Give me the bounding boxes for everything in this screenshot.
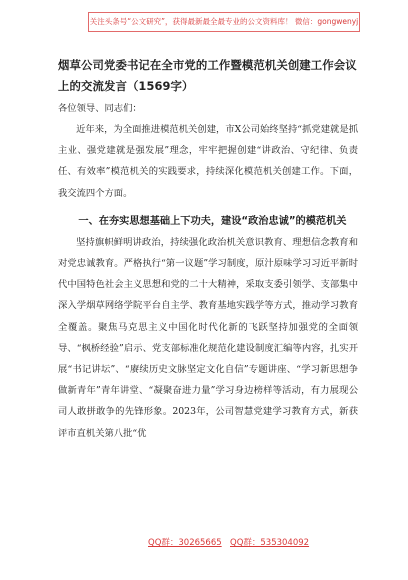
qq-group-link-2[interactable]: QQ群：535304092 [230,538,310,548]
section-1-paragraph: 坚持旗帜鲜明讲政治，持续强化政治机关意识教育、理想信念教育和对党忠诚教育。严格执行“第一议题”学习制度，原汁原味学习习近平新时代中国特色社会主义思想和党的二十大精神，采取支委引领学、支部集中深入学烟草网络学院平台自主学、教育基地实践学等方式，推动学习教育全覆盖。聚焦马克思主义中国化时代化新的飞跃坚持加强党的全面领导、“枫桥经验”启示、党支部标准化规范化建设制度汇编等内容，扎实开展“书记讲坛”、“赓续历史文脉坚定文化自信”专题讲座、“学习新思想争做新青年”青年讲堂、“凝聚奋进力量”学习身边榜样等活动，有力展现公司人敢拼敢争的先锋形象。2023年，公司智慧党建学习教育方式，新获评市直机关第八批“优 [58,236,358,439]
document-body [58,55,358,444]
promo-banner: 关注头条号“公文研究”，获得最新最全最专业的公文资料库！ 微信：gongwenyj [88,12,360,32]
footer [0,536,408,552]
qq-group-link-1[interactable]: QQ群：30265665 [148,538,222,548]
section-heading-1: 一、在夯实思想基础上下功夫，建设“政治忠诚”的模范机关 [78,215,347,227]
salutation: 各位领导、同志们： [58,103,142,114]
document-title: 烟草公司党委书记在全市党的工作暨模范机关创建工作会议上的交流发言（1569字） [58,58,357,93]
intro-paragraph: 近年来，为全面推进模范机关创建，市X公司始终坚持“抓党建就是抓主业、强党建就是强发展”理念，牢牢把握创建“讲政治、守纪律、负责任、有效率”模范机关的实践要求，持续深化模范机关创建工作。下面，我交流四个方面。 [58,124,358,199]
